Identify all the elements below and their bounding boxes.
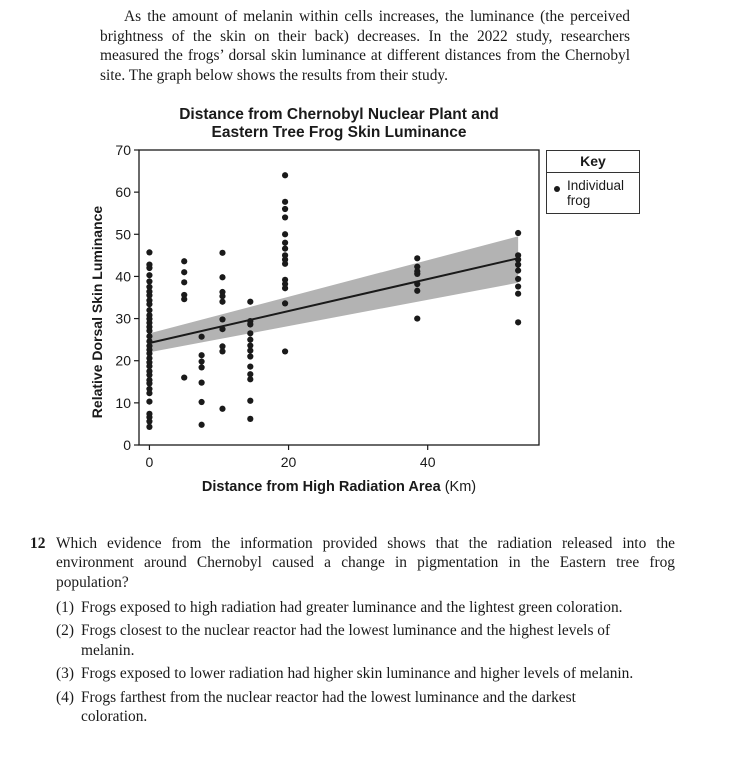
passage [100, 7, 630, 85]
data-point [219, 348, 225, 354]
data-point [219, 293, 225, 299]
data-point [146, 301, 152, 307]
legend-item [547, 173, 639, 208]
y-tick-label: 70 [115, 142, 131, 158]
data-point [219, 250, 225, 256]
x-tick-label: 40 [419, 454, 436, 470]
data-point [247, 353, 253, 359]
data-point [515, 262, 521, 268]
data-point [282, 199, 288, 205]
data-point [219, 406, 225, 412]
data-point [219, 299, 225, 305]
x-tick-label: 0 [145, 454, 154, 470]
data-point [282, 300, 288, 306]
data-point [247, 364, 253, 370]
data-point [146, 249, 152, 255]
y-tick-label: 0 [123, 437, 131, 453]
data-point [219, 274, 225, 280]
passage-text: As the amount of melanin within cells increases, the luminance (the perceived brightness of the skin on their back) decreases. In the 2022 study, researchers measured the frogs’ dorsal skin luminance at different distances from the Chernobyl site. The graph below shows the results from their study. [100, 8, 630, 84]
data-point [247, 337, 253, 343]
data-point [199, 422, 205, 428]
data-point [181, 374, 187, 380]
data-point [414, 281, 420, 287]
data-point [181, 296, 187, 302]
data-point [282, 214, 288, 220]
data-point [282, 261, 288, 267]
data-point [199, 358, 205, 364]
data-point [146, 398, 152, 404]
x-axis-label [202, 479, 476, 495]
data-point [282, 206, 288, 212]
data-point [146, 278, 152, 284]
data-point [199, 334, 205, 340]
data-point [146, 265, 152, 271]
question-text: Which evidence from the information provided shows that the radiation released into the environment around Chernobyl caused a change in pigmentation in the Eastern tree frog population? [56, 535, 675, 591]
answer-option-1[interactable] [56, 598, 636, 617]
question-12 [30, 534, 675, 592]
data-point [247, 348, 253, 354]
data-point [515, 291, 521, 297]
trendline-layer [149, 258, 518, 343]
data-point [199, 364, 205, 370]
data-point [146, 424, 152, 430]
chart-title-line2: Eastern Tree Frog Skin Luminance [211, 124, 467, 141]
data-point [515, 319, 521, 325]
confidence-band [149, 236, 518, 352]
answer-options [56, 598, 636, 730]
legend-title: Key [547, 151, 639, 173]
data-point [199, 352, 205, 358]
legend-dot-icon [554, 186, 560, 192]
data-point [414, 255, 420, 261]
data-point [219, 326, 225, 332]
answer-option-3[interactable] [56, 664, 636, 683]
option-number: (1) [56, 599, 74, 616]
data-point [146, 328, 152, 334]
data-point [181, 269, 187, 275]
data-point [247, 416, 253, 422]
y-tick-label: 30 [115, 310, 131, 327]
data-point [247, 299, 253, 305]
option-number: (4) [56, 688, 74, 706]
answer-option-2[interactable] [56, 621, 636, 660]
data-point [515, 267, 521, 273]
confidence-band-layer [149, 236, 518, 352]
data-point [181, 258, 187, 264]
data-point [219, 316, 225, 322]
data-point [146, 390, 152, 396]
x-axis-label-unit: (Km) [444, 479, 477, 495]
option-text: Frogs exposed to high radiation had greater luminance and the lightest green coloration. [81, 599, 623, 616]
chart-legend [546, 150, 640, 214]
data-point [414, 315, 420, 321]
data-point [247, 398, 253, 404]
option-text: Frogs exposed to lower radiation had higher skin luminance and higher levels of melanin. [81, 665, 634, 683]
answer-option-4[interactable] [56, 688, 636, 727]
data-point [282, 172, 288, 178]
data-point [414, 271, 420, 277]
data-point [146, 418, 152, 424]
data-point [515, 283, 521, 289]
option-number: (2) [56, 622, 74, 640]
y-tick-label: 10 [115, 394, 131, 411]
y-tick-label: 50 [115, 226, 131, 243]
option-number: (3) [56, 665, 74, 683]
data-point [247, 376, 253, 382]
data-point [247, 330, 253, 336]
data-point [515, 230, 521, 236]
data-point [181, 279, 187, 285]
y-tick-label: 20 [115, 352, 131, 369]
trendline [149, 258, 518, 343]
legend-label: Individual frog [567, 178, 625, 208]
x-axis-label-main: Distance from High Radiation Area [201, 479, 441, 495]
data-point [282, 240, 288, 246]
data-point [247, 321, 253, 327]
data-point [414, 288, 420, 294]
option-text: Frogs closest to the nuclear reactor had the lowest luminance and the highest levels of melanin. [81, 622, 611, 659]
y-tick-label: 60 [115, 184, 131, 201]
y-tick-label: 40 [115, 268, 131, 285]
chart-title-line1: Distance from Chernobyl Nuclear Plant and [179, 106, 499, 123]
data-point [282, 231, 288, 237]
data-point [146, 380, 152, 386]
data-point [515, 276, 521, 282]
data-point [282, 246, 288, 252]
data-point [282, 285, 288, 291]
y-axis-label: Relative Dorsal Skin Luminance [89, 205, 105, 419]
data-point [282, 348, 288, 354]
option-text: Frogs farthest from the nuclear reactor had the lowest luminance and the darkest coloration. [81, 688, 576, 726]
question-number: 12 [30, 535, 46, 552]
data-point [199, 380, 205, 386]
data-point [146, 272, 152, 278]
data-point [199, 399, 205, 405]
x-tick-label: 20 [280, 454, 297, 470]
